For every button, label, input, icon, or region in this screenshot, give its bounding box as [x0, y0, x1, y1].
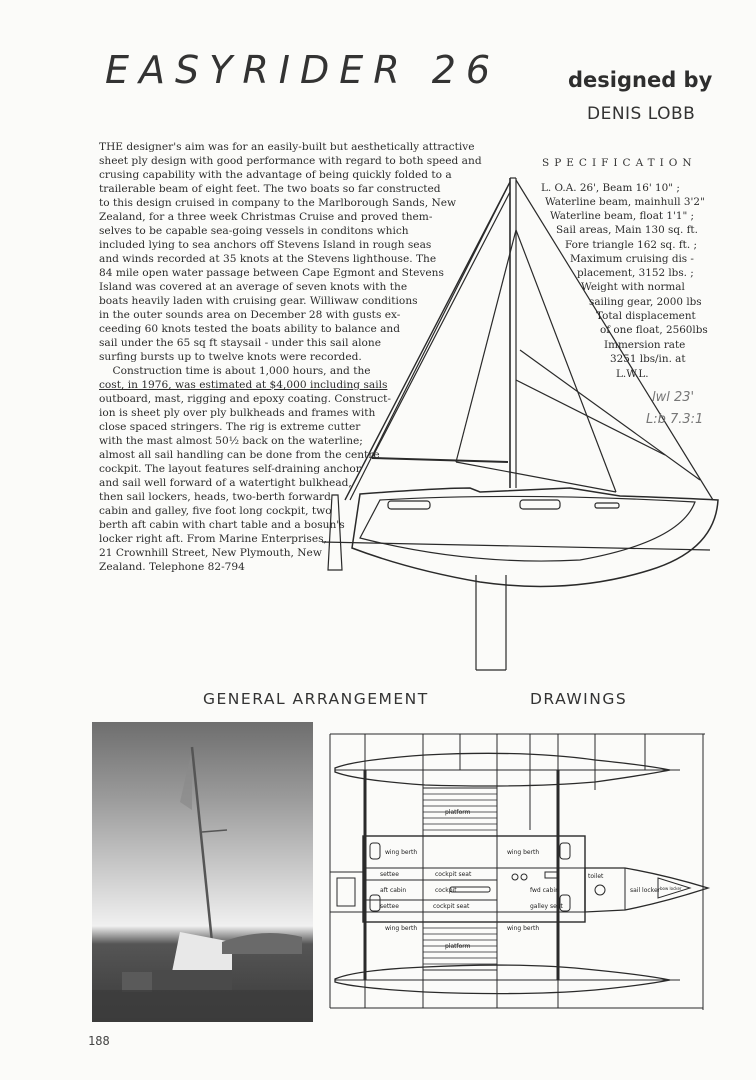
- article-line: THE designer's aim was for an easily-built but aesthetically attractive: [99, 141, 475, 153]
- article-line: surfing bursts up to twelve knots were recorded.: [99, 351, 362, 363]
- plan-label-aft-cabin: aft cabin: [380, 887, 407, 894]
- article-line: close spaced stringers. The rig is extreme cutter: [99, 421, 361, 433]
- article-line: Zealand. Telephone 82-794: [99, 561, 245, 573]
- handwritten-note: lwl 23': [652, 390, 695, 405]
- article-line: boats heavily laden with cruising gear. Williwaw conditions: [99, 295, 418, 307]
- spec-line: Fore triangle 162 sq. ft. ;: [565, 239, 697, 251]
- article-line: then sail lockers, heads, two-berth forward: [99, 491, 331, 503]
- article-line: to this design cruised in company to the Marlborough Sands, New: [99, 197, 457, 209]
- plan-label-settee: settee: [380, 871, 399, 878]
- spec-line: placement, 3152 lbs. ;: [577, 267, 694, 279]
- article-line: Island was covered at an average of seven knots with the: [99, 281, 408, 293]
- spec-line: Weight with normal: [581, 281, 685, 293]
- article-line: 21 Crownhill Street, New Plymouth, New: [99, 547, 322, 559]
- spec-line: L. O.A. 26', Beam 16' 10" ;: [541, 182, 680, 194]
- plan-label-fwd-cabin: fwd cabin: [530, 887, 559, 894]
- article-line: included lying to sea anchors off Stevens Island in rough seas: [99, 239, 432, 251]
- plan-label-bow-locker: bow locker: [660, 886, 682, 891]
- spec-line: Immersion rate: [604, 339, 686, 351]
- general-arrangement-heading: GENERAL ARRANGEMENT: [203, 690, 429, 708]
- article-line: sail under the 65 sq ft staysail - under this sail alone: [99, 337, 382, 349]
- article-line: 84 mile open water passage between Cape Egmont and Stevens: [99, 267, 444, 279]
- drawings-heading: DRAWINGS: [530, 690, 628, 708]
- article-line: almost all sail handling can be done from the centre: [99, 449, 380, 461]
- boat-photo: [92, 722, 313, 1022]
- designer-name: DENIS LOBB: [587, 104, 696, 124]
- designed-by-label: designed by: [568, 68, 713, 92]
- article-line: trailerable beam of eight feet. The two boats so far constructed: [99, 183, 441, 195]
- article-line: sheet ply design with good performance with regard to both speed and: [99, 155, 482, 167]
- article-line: locker right aft. From Marine Enterprises,: [99, 533, 327, 545]
- article-line: with the mast almost 50½ back on the waterline;: [99, 435, 363, 447]
- article-line: cockpit. The layout features self-draining anchor: [99, 463, 361, 475]
- handwritten-note: L:b 7.3:1: [646, 412, 704, 427]
- article-line: in the outer sounds area on December 28 with gusts ex-: [99, 309, 401, 321]
- plan-label-cockpit-seat: cockpit seat: [433, 903, 470, 910]
- article-line: Zealand, for a three week Christmas Cruise and proved them-: [99, 211, 433, 223]
- plan-label-sail-locker: sail locker: [630, 887, 661, 894]
- spec-line: Maximum cruising dis -: [570, 253, 694, 265]
- spec-line: of one float, 2560lbs: [600, 324, 708, 336]
- plan-label-platform: platform: [445, 943, 471, 950]
- article-line: and sail well forward of a watertight bulkhead,: [99, 477, 352, 489]
- spec-line: Total displacement: [596, 310, 696, 322]
- spec-line: 3251 lbs/in. at: [610, 353, 686, 365]
- specification-heading: SPECIFICATION: [542, 157, 697, 169]
- spec-line: Waterline beam, float 1'1" ;: [550, 210, 695, 222]
- article-line: crusing capability with the advantage of being quickly folded to a: [99, 169, 452, 181]
- general-arrangement-plan: [325, 730, 740, 1030]
- article-line: Construction time is about 1,000 hours, and the: [99, 365, 371, 377]
- plan-label-cockpit: cockpit: [435, 887, 457, 894]
- spec-line: sailing gear, 2000 lbs: [589, 296, 702, 308]
- article-body: [99, 140, 519, 574]
- plan-label-galley-seat: galley seat: [530, 903, 563, 910]
- article-line: ceeding 60 knots tested the boats ability to balance and: [99, 323, 401, 335]
- plan-label-wing-berth: wing berth: [385, 849, 418, 856]
- spec-line: L.W.L.: [616, 368, 649, 380]
- article-line-underlined: cost, in 1976, was estimated at $4,000 including sails: [99, 379, 388, 391]
- article-line: and winds recorded at 35 knots at the Stevens lighthouse. The: [99, 253, 437, 265]
- plan-label-toilet: toilet: [588, 873, 604, 880]
- sailboat-photo-illustration: [92, 722, 313, 1022]
- article-line: berth aft cabin with chart table and a bosun's: [99, 519, 345, 531]
- plan-label-cockpit-seat: cockpit seat: [435, 871, 472, 878]
- article-line: selves to be capable sea-going vessels in conditons which: [99, 225, 409, 237]
- spec-line: Waterline beam, mainhull 3'2": [545, 196, 705, 208]
- page-number: 188: [88, 1034, 110, 1048]
- plan-label-wing-berth: wing berth: [507, 849, 540, 856]
- article-line: cabin and galley, five foot long cockpit, two: [99, 505, 332, 517]
- plan-label-platform: platform: [445, 809, 471, 816]
- spec-line: Sail areas, Main 130 sq. ft.: [556, 224, 698, 236]
- article-line: ion is sheet ply over ply bulkheads and frames with: [99, 407, 376, 419]
- plan-label-wing-berth: wing berth: [385, 925, 418, 932]
- plan-label-wing-berth: wing berth: [507, 925, 540, 932]
- article-line: outboard, mast, rigging and epoxy coating. Construct-: [99, 393, 391, 405]
- article-title: EASYRIDER 26: [105, 48, 501, 92]
- plan-label-settee: settee: [380, 903, 399, 910]
- bottom-float: [335, 965, 670, 994]
